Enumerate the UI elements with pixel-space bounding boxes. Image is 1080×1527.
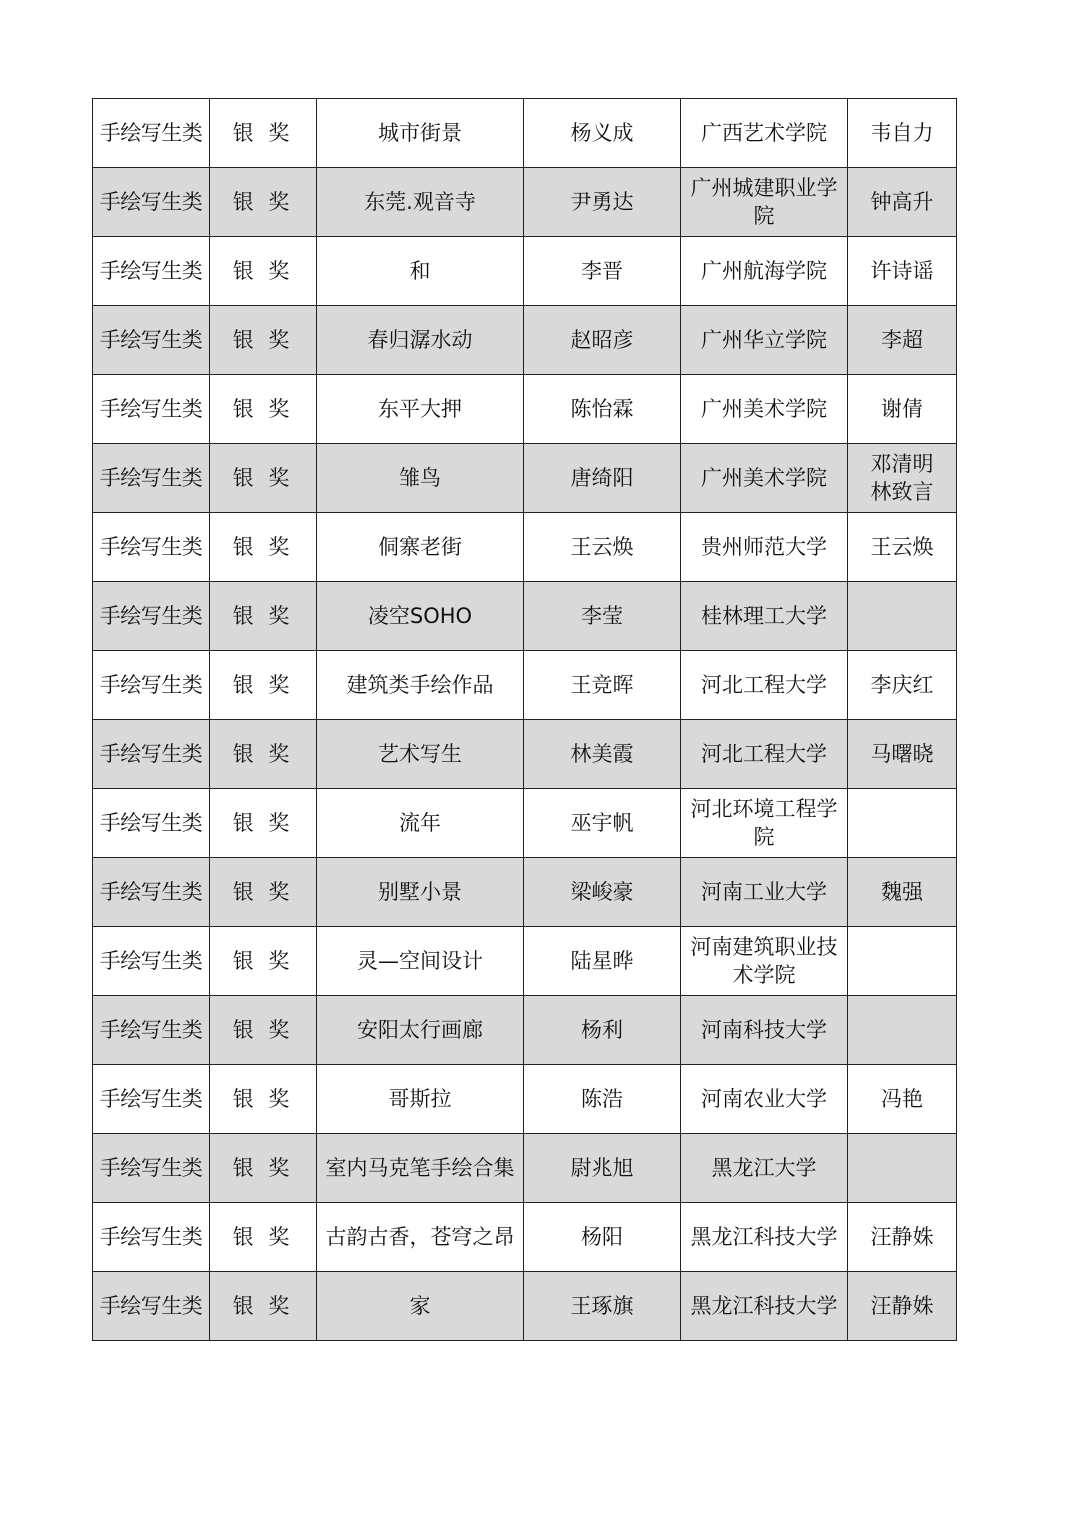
award-cell [210,789,317,858]
award-cell-text: 银 奖 [232,397,294,421]
author-cell-text: 杨利 [581,1018,623,1042]
award-cell-text: 银 奖 [232,259,294,283]
award-table-body [93,99,957,1341]
work-title-cell-text: 凌空SOHO [367,604,473,628]
category-cell [93,1203,210,1272]
advisor-cell [848,306,957,375]
category-cell [93,1134,210,1203]
work-title-cell-text: 侗寨老街 [378,535,462,559]
work-title-cell-text: 室内马克笔手绘合集 [325,1156,515,1180]
award-cell-text: 银 奖 [232,535,294,559]
work-title-cell [317,99,524,168]
advisor-cell [848,444,957,513]
school-cell [681,99,848,168]
author-cell [524,306,681,375]
award-cell [210,513,317,582]
category-cell [93,858,210,927]
award-cell-text: 银 奖 [232,190,294,214]
author-cell [524,651,681,720]
category-cell [93,99,210,168]
advisor-cell-text: 李超 [881,328,923,352]
category-cell-text: 手绘写生类 [99,604,203,628]
author-cell-text: 王琢旗 [570,1294,634,1318]
author-cell-text: 王云焕 [570,535,634,559]
advisor-cell-text: 马曙晓 [870,742,934,766]
category-cell [93,375,210,444]
work-title-cell-text: 家 [409,1294,431,1318]
award-cell [210,306,317,375]
advisor-cell [848,858,957,927]
advisor-cell [848,1272,957,1341]
advisor-cell [848,375,957,444]
author-cell-text: 杨阳 [581,1225,623,1249]
award-cell-text: 银 奖 [232,1294,294,1318]
school-cell [681,168,848,237]
school-cell [681,237,848,306]
category-cell-text: 手绘写生类 [99,535,203,559]
category-cell [93,789,210,858]
category-cell-text: 手绘写生类 [99,1087,203,1111]
table-row [93,99,957,168]
award-cell [210,237,317,306]
category-cell-text: 手绘写生类 [99,1156,203,1180]
table-row [93,720,957,789]
school-cell-text: 广州航海学院 [701,259,827,283]
work-title-cell-text: 灵—空间设计 [357,949,483,973]
school-cell-text: 广州城建职业学 院 [690,176,838,228]
award-cell [210,1134,317,1203]
award-cell-text: 银 奖 [232,742,294,766]
advisor-cell [848,1203,957,1272]
author-cell-text: 王竞晖 [570,673,634,697]
advisor-cell [848,927,957,996]
school-cell-text: 黑龙江大学 [711,1156,817,1180]
school-cell [681,789,848,858]
work-title-cell-text: 东平大押 [378,397,462,421]
category-cell [93,513,210,582]
school-cell-text: 黑龙江科技大学 [690,1225,838,1249]
school-cell [681,720,848,789]
school-cell [681,444,848,513]
award-cell [210,375,317,444]
work-title-cell [317,306,524,375]
work-title-cell [317,858,524,927]
author-cell [524,858,681,927]
work-title-cell-text: 流年 [399,811,441,835]
author-cell-text: 巫宇帆 [570,811,634,835]
award-cell [210,1203,317,1272]
work-title-cell [317,1065,524,1134]
advisor-cell-text: 谢倩 [881,397,923,421]
work-title-cell [317,720,524,789]
category-cell [93,720,210,789]
award-cell-text: 银 奖 [232,604,294,628]
category-cell-text: 手绘写生类 [99,1018,203,1042]
work-title-cell [317,789,524,858]
work-title-cell [317,444,524,513]
award-cell [210,168,317,237]
category-cell [93,996,210,1065]
author-cell [524,996,681,1065]
author-cell [524,513,681,582]
author-cell-text: 李莹 [581,604,623,628]
category-cell [93,582,210,651]
school-cell-text: 广州美术学院 [701,397,827,421]
award-cell [210,444,317,513]
award-cell [210,99,317,168]
table-row [93,1272,957,1341]
award-cell [210,720,317,789]
author-cell-text: 陆星晔 [570,949,634,973]
award-cell-text: 银 奖 [232,673,294,697]
author-cell [524,927,681,996]
category-cell-text: 手绘写生类 [99,1294,203,1318]
work-title-cell [317,1203,524,1272]
advisor-cell [848,513,957,582]
advisor-cell-text: 许诗谣 [870,259,934,283]
work-title-cell [317,513,524,582]
school-cell [681,1065,848,1134]
author-cell [524,99,681,168]
author-cell-text: 赵昭彦 [570,328,634,352]
school-cell [681,1134,848,1203]
category-cell [93,168,210,237]
work-title-cell-text: 雏鸟 [399,466,441,490]
school-cell-text: 广西艺术学院 [701,121,827,145]
table-row [93,513,957,582]
work-title-cell [317,1272,524,1341]
work-title-cell [317,927,524,996]
table-row [93,1134,957,1203]
advisor-cell [848,582,957,651]
work-title-cell-text: 建筑类手绘作品 [346,673,494,697]
category-cell [93,1272,210,1341]
school-cell [681,375,848,444]
work-title-cell [317,375,524,444]
category-cell [93,927,210,996]
school-cell [681,1203,848,1272]
category-cell-text: 手绘写生类 [99,466,203,490]
work-title-cell-text: 城市街景 [378,121,462,145]
school-cell-text: 河南工业大学 [701,880,827,904]
category-cell-text: 手绘写生类 [99,190,203,214]
category-cell-text: 手绘写生类 [99,328,203,352]
advisor-cell [848,99,957,168]
work-title-cell [317,651,524,720]
award-cell-text: 银 奖 [232,949,294,973]
award-cell-text: 银 奖 [232,1225,294,1249]
advisor-cell [848,168,957,237]
author-cell-text: 李晋 [581,259,623,283]
advisor-cell [848,237,957,306]
school-cell-text: 河南建筑职业技 术学院 [690,935,838,987]
award-table [92,98,957,1341]
category-cell-text: 手绘写生类 [99,1225,203,1249]
category-cell-text: 手绘写生类 [99,397,203,421]
award-cell-text: 银 奖 [232,1156,294,1180]
advisor-cell-text: 韦自力 [870,121,934,145]
advisor-cell [848,1065,957,1134]
award-cell [210,996,317,1065]
award-cell-text: 银 奖 [232,811,294,835]
advisor-cell [848,1134,957,1203]
school-cell-text: 河北工程大学 [701,742,827,766]
advisor-cell-text: 冯艳 [881,1087,923,1111]
school-cell [681,651,848,720]
author-cell [524,1203,681,1272]
advisor-cell-text: 汪静姝 [870,1225,934,1249]
school-cell-text: 广州美术学院 [701,466,827,490]
advisor-cell-text: 王云焕 [870,535,934,559]
author-cell [524,789,681,858]
author-cell [524,237,681,306]
author-cell [524,168,681,237]
category-cell [93,444,210,513]
award-cell-text: 银 奖 [232,1018,294,1042]
author-cell [524,1065,681,1134]
advisor-cell [848,789,957,858]
school-cell-text: 河南农业大学 [701,1087,827,1111]
work-title-cell [317,237,524,306]
school-cell-text: 河南科技大学 [701,1018,827,1042]
advisor-cell-text: 李庆红 [870,673,934,697]
author-cell-text: 陈怡霖 [570,397,634,421]
work-title-cell-text: 艺术写生 [378,742,462,766]
author-cell [524,1272,681,1341]
category-cell-text: 手绘写生类 [99,880,203,904]
school-cell-text: 广州华立学院 [701,328,827,352]
table-row [93,237,957,306]
school-cell-text: 河北工程大学 [701,673,827,697]
table-row [93,996,957,1065]
advisor-cell-text: 汪静姝 [870,1294,934,1318]
category-cell [93,651,210,720]
author-cell [524,582,681,651]
school-cell-text: 河北环境工程学 院 [690,797,838,849]
award-cell-text: 银 奖 [232,1087,294,1111]
category-cell-text: 手绘写生类 [99,673,203,697]
category-cell [93,306,210,375]
school-cell [681,1272,848,1341]
author-cell [524,375,681,444]
work-title-cell [317,582,524,651]
advisor-cell-text: 魏强 [881,880,923,904]
school-cell [681,858,848,927]
category-cell-text: 手绘写生类 [99,949,203,973]
category-cell-text: 手绘写生类 [99,811,203,835]
category-cell-text: 手绘写生类 [99,121,203,145]
school-cell-text: 贵州师范大学 [701,535,827,559]
work-title-cell [317,1134,524,1203]
school-cell [681,996,848,1065]
work-title-cell-text: 春归潺水动 [367,328,473,352]
school-cell-text: 桂林理工大学 [701,604,827,628]
table-row [93,858,957,927]
category-cell-text: 手绘写生类 [99,259,203,283]
school-cell [681,306,848,375]
work-title-cell [317,996,524,1065]
category-cell [93,1065,210,1134]
advisor-cell [848,720,957,789]
work-title-cell-text: 东莞.观音寺 [364,190,476,214]
table-row [93,927,957,996]
award-cell-text: 银 奖 [232,466,294,490]
school-cell-text: 黑龙江科技大学 [690,1294,838,1318]
category-cell-text: 手绘写生类 [99,742,203,766]
author-cell-text: 梁峻豪 [570,880,634,904]
award-cell [210,651,317,720]
award-cell [210,1272,317,1341]
table-row [93,306,957,375]
award-cell [210,858,317,927]
author-cell [524,444,681,513]
table-row [93,582,957,651]
award-cell-text: 银 奖 [232,121,294,145]
author-cell-text: 林美霞 [570,742,634,766]
author-cell [524,1134,681,1203]
award-cell-text: 银 奖 [232,880,294,904]
author-cell [524,720,681,789]
advisor-cell-text: 邓清明 林致言 [870,452,934,504]
award-cell [210,582,317,651]
award-cell-text: 银 奖 [232,328,294,352]
table-row [93,789,957,858]
table-row [93,1203,957,1272]
category-cell [93,237,210,306]
award-cell [210,1065,317,1134]
table-row [93,444,957,513]
author-cell-text: 陈浩 [581,1087,623,1111]
work-title-cell-text: 安阳太行画廊 [357,1018,483,1042]
author-cell-text: 杨义成 [570,121,634,145]
school-cell [681,582,848,651]
advisor-cell [848,651,957,720]
school-cell [681,927,848,996]
author-cell-text: 尉兆旭 [570,1156,634,1180]
author-cell-text: 唐绮阳 [570,466,634,490]
work-title-cell [317,168,524,237]
work-title-cell-text: 古韵古香，苍穹之昂 [325,1225,515,1249]
work-title-cell-text: 哥斯拉 [388,1087,452,1111]
table-row [93,1065,957,1134]
work-title-cell-text: 和 [409,259,431,283]
work-title-cell-text: 别墅小景 [378,880,462,904]
table-row [93,651,957,720]
advisor-cell-text: 钟高升 [870,190,934,214]
table-row [93,375,957,444]
table-row [93,168,957,237]
award-cell [210,927,317,996]
school-cell [681,513,848,582]
author-cell-text: 尹勇达 [570,190,634,214]
advisor-cell [848,996,957,1065]
